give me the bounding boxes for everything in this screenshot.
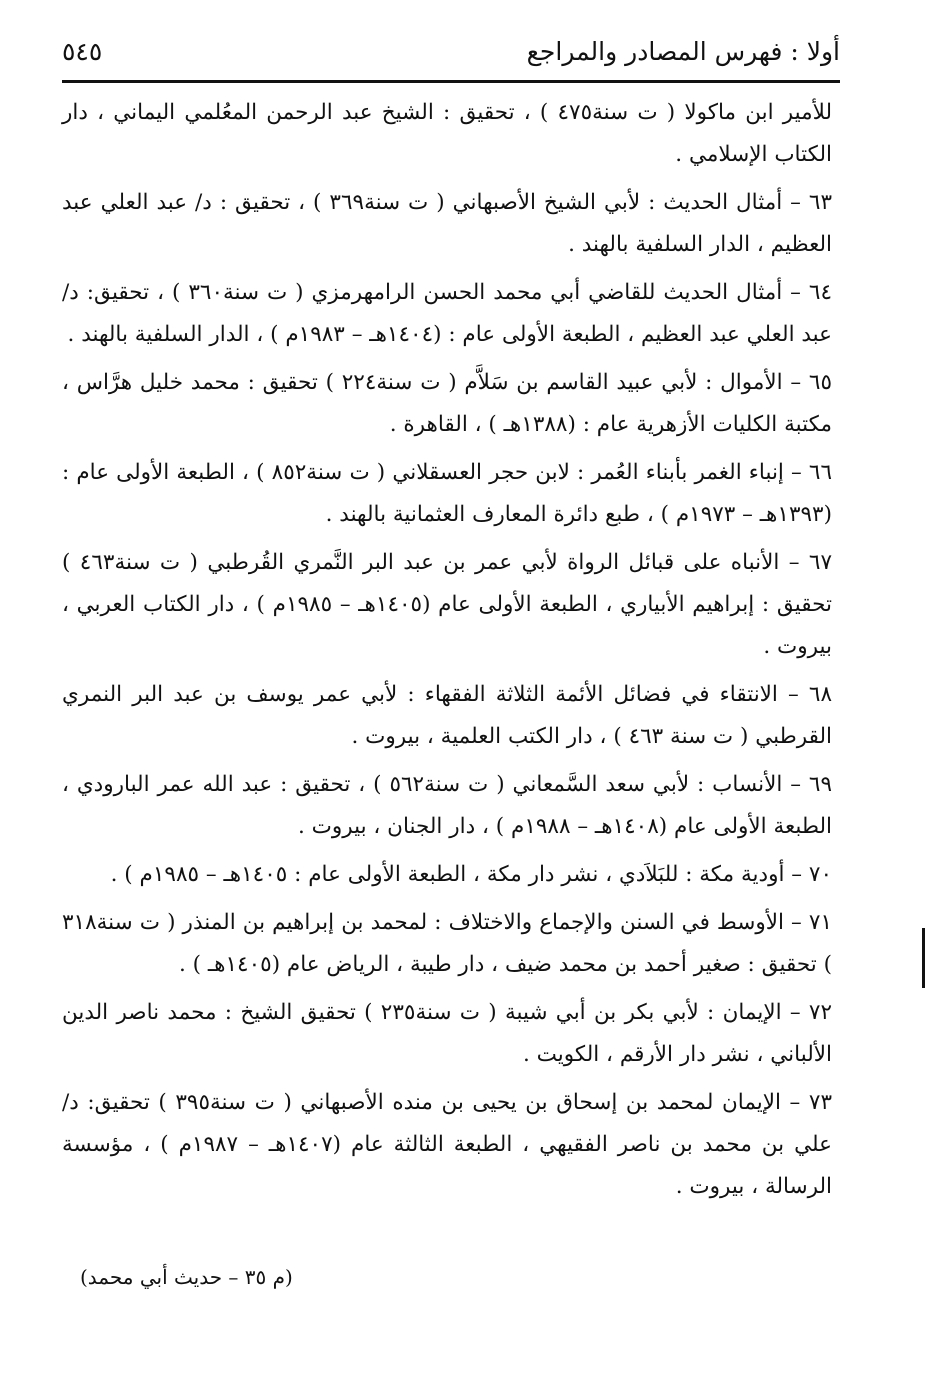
bibliography-entry: ٧٢ – الإيمان : لأبي بكر بن أبي شيبة ( ت سنة٢٣٥ ) تحقيق الشيخ : محمد ناصر الدين الألباني ، نشر دار الأرقم ، الكويت .	[62, 1000, 832, 1067]
bibliography-entry: للأمير ابن ماكولا ( ت سنة٤٧٥ ) ، تحقيق : الشيخ عبد الرحمن المعُلمي اليماني ، دار الكتاب الإسلامي .	[62, 100, 832, 167]
bibliography-entry: ٦٨ – الانتقاء في فضائل الأئمة الثلاثة الفقهاء : لأبي عمر يوسف بن عبد البر النمري القرطبي ( ت سنة ٤٦٣ ) ، دار الكتب العلمية ، بيروت .	[62, 682, 832, 749]
signature-footer: (م ٣٥ – حديث أبي محمد)	[80, 1265, 293, 1289]
bibliography-entry: ٧٠ – أودية مكة : للبَلاَدي ، نشر دار مكة ، الطبعة الأولى عام : ١٤٠٥هـ – ١٩٨٥م ) .	[110, 862, 832, 887]
bibliography-entry: ٦٧ – الأنباه على قبائل الرواة لأبي عمر بن عبد البر النَّمري القُرطبي ( ت سنة٤٦٣ ) تحقيق : إبراهيم الأبياري ، الطبعة الأولى عام (١٤٠٥هـ – ١٩٨٥م ) ، دار الكتاب العربي ، بيروت .	[62, 550, 832, 659]
page-number: ٥٤٥	[62, 37, 103, 66]
running-header	[62, 32, 840, 74]
bibliography-list	[62, 92, 832, 1214]
bibliography-entry: ٦٩ – الأنساب : لأبي سعد السَّمعاني ( ت سنة٥٦٢ ) ، تحقيق : عبد الله عمر البارودي ، الطبعة الأولى عام (١٤٠٨هـ – ١٩٨٨م ) ، دار الجنان ، بيروت .	[62, 772, 833, 839]
bibliography-entry: ٦٦ – إنباء الغمر بأبناء العُمر : لابن حجر العسقلاني ( ت سنة٨٥٢ ) ، الطبعة الأولى عام : (١٣٩٣هـ – ١٩٧٣م ) ، طبع دائرة المعارف العثمانية بالهند .	[62, 460, 833, 527]
margin-scan-mark	[922, 928, 925, 988]
bibliography-entry: ٧١ – الأوسط في السنن والإجماع والاختلاف : لمحمد بن إبراهيم بن المنذر ( ت سنة٣١٨ ) تحقيق : صغير أحمد بن محمد ضيف ، دار طيبة ، الرياض عام (١٤٠٥هـ ) .	[62, 910, 832, 977]
header-title: أولا : فهرس المصادر والمراجع	[526, 37, 840, 66]
bibliography-entry: ٦٤ – أمثال الحديث للقاضي أبي محمد الحسن الرامهرمزي ( ت سنة٣٦٠ ) ، تحقيق: د/ عبد العلي عبد العظيم ، الطبعة الأولى عام : (١٤٠٤هـ – ١٩٨٣م ) ، الدار السلفية بالهند .	[62, 280, 832, 347]
bibliography-entry: ٧٣ – الإيمان لمحمد بن إسحاق بن يحيى بن منده الأصبهاني ( ت سنة٣٩٥ ) تحقيق: د/علي بن محمد بن ناصر الفقيهي ، الطبعة الثالثة عام (١٤٠٧هـ – ١٩٨٧م ) ، مؤسسة الرسالة ، بيروت .	[62, 1090, 832, 1199]
bibliography-entry: ٦٣ – أمثال الحديث : لأبي الشيخ الأصبهاني ( ت سنة٣٦٩ ) ، تحقيق : د/ عبد العلي عبد العظيم ، الدار السلفية بالهند .	[62, 190, 832, 257]
header-rule	[62, 80, 840, 83]
bibliography-entry: ٦٥ – الأموال : لأبي عبيد القاسم بن سَلاَّم ( ت سنة٢٢٤ ) تحقيق : محمد خليل هرَّاس ، مكتبة الكليات الأزهرية عام : (١٣٨٨هـ ) ، القاهرة .	[62, 370, 832, 437]
